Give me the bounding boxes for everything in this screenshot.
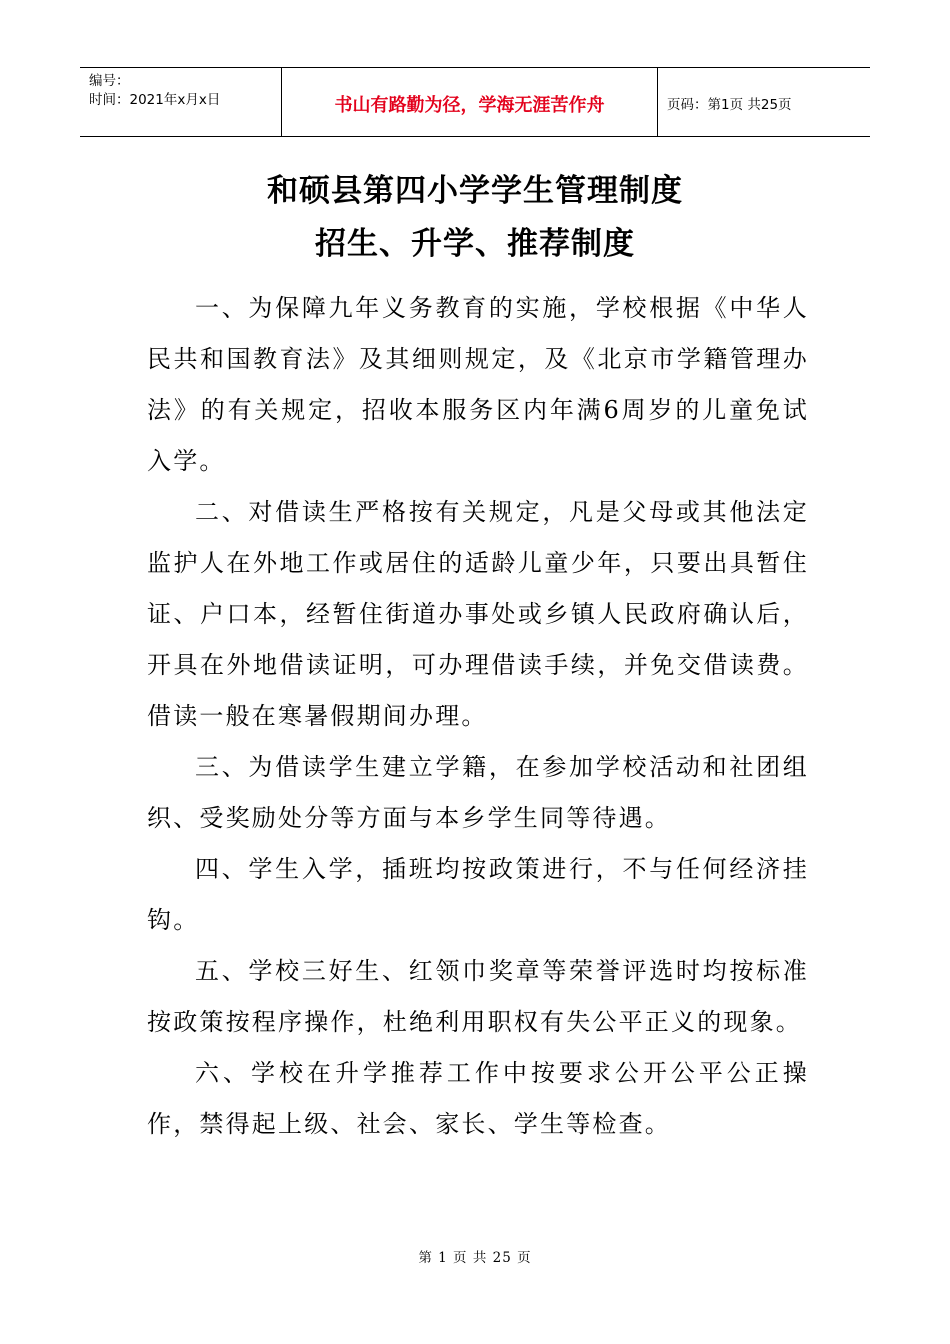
document-body [147, 283, 809, 1150]
paragraph-2: 二、对借读生严格按有关规定，凡是父母或其他法定监护人在外地工作或居住的适龄儿童少年，只要出具暂住证、户口本，经暂住街道办事处或乡镇人民政府确认后，开具在外地借读证明，可办理借读手续，并免交借读费。借读一般在寒暑假期间办理。 [147, 498, 809, 730]
document-subtitle: 招生、升学、推荐制度 [315, 226, 635, 262]
paragraph-4: 四、学生入学，插班均按政策进行，不与任何经济挂钩。 [147, 855, 809, 934]
header-page-info: 页码：第1页 共25页 [667, 97, 792, 113]
page-footer: 第 1 页 共 25 页 [418, 1250, 532, 1266]
header-time-label: 时间：2021年x月x日 [89, 92, 221, 108]
header-meta-cell [80, 68, 282, 136]
paragraph-5: 五、学校三好生、红领巾奖章等荣誉评选时均按标准按政策按程序操作，杜绝利用职权有失公平正义的现象。 [147, 957, 809, 1036]
header-motto: 书山有路勤为径，学海无涯苦作舟 [282, 68, 658, 136]
paragraph-6: 六、学校在升学推荐工作中按要求公开公平公正操作，禁得起上级、社会、家长、学生等检查。 [147, 1059, 809, 1138]
header-number-label: 编号： [89, 73, 130, 89]
document-header [80, 67, 870, 137]
paragraph-1: 一、为保障九年义务教育的实施，学校根据《中华人民共和国教育法》及其细则规定，及《北京市学籍管理办法》的有关规定，招收本服务区内年满6周岁的儿童免试入学。 [147, 294, 809, 475]
paragraph-3: 三、为借读学生建立学籍，在参加学校活动和社团组织、受奖励处分等方面与本乡学生同等待遇。 [147, 753, 809, 832]
document-title: 和硕县第四小学学生管理制度 [267, 173, 683, 209]
